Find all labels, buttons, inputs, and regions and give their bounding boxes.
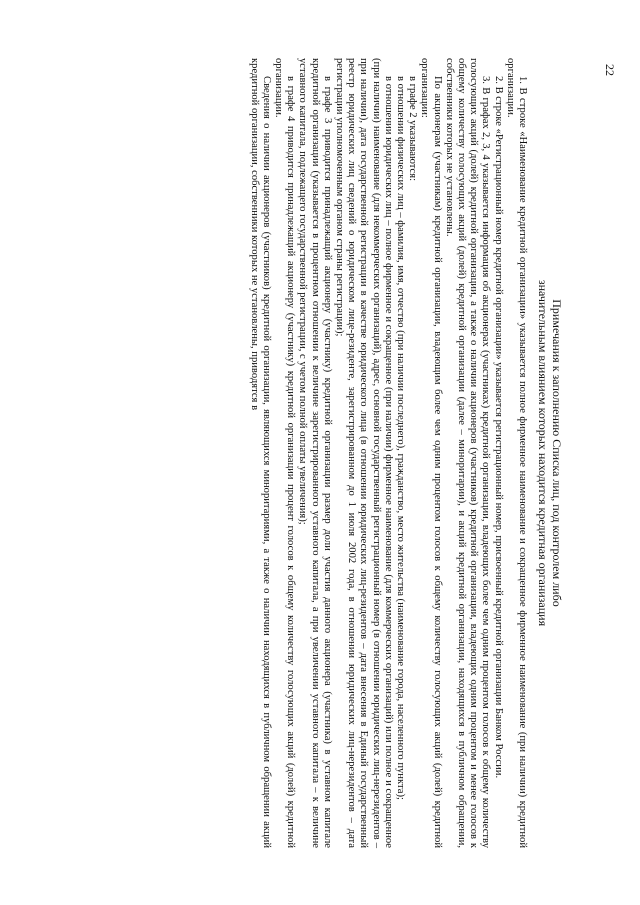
page-number: 22 bbox=[603, 64, 617, 76]
title-line-1: Примечания к заполнению Списка лиц, под контролем либо bbox=[550, 299, 564, 607]
paragraph-6: в отношении физических лиц – фамилия, имя, отчество (при наличии последнего), гражданство, место жительства (наименование города, населенного пункта); bbox=[394, 76, 406, 800]
paragraph-10: Сведения о наличии акционеров (участников) кредитной организации, являющихся миноритариями, а также о наличии находящихся в публичном обращении акций кредитной организации, собственники которых не установлены, приводятся в bbox=[248, 58, 272, 848]
paragraph-9: в графе 4 приводится принадлежащий акционеру (участнику) кредитной организации процент голосов к общему количеству голосующих акций (долей) кредитной организации. bbox=[272, 58, 297, 848]
title-line-2: значительным влиянием которых находится кредитная организация bbox=[536, 279, 550, 627]
document-body bbox=[98, 58, 568, 848]
paragraph-7: в отношении юридических лиц – полное фирменное и сокращенное (при наличии) фирменное наименование (для коммерческих организаций) или полное и сокращенное (при наличии) наименование (для некоммерческих организаций), адрес, основной государственный регистрационный номер (в отношении юридических лиц-нерезидентов – при наличии), дата государственной регистрации в качестве юридического лица (в отношении юридических лиц-резидентов – дата внесения в Единый государственный реестр юридических лиц сведений о юридическом лице-резиденте, зарегистрированном до 1 июля 2002 года, в отношении юридических лиц-нерезидентов – дата регистрации уполномоченным органом страны регистрации); bbox=[333, 58, 394, 848]
paragraph-1: 1. В строке «Наименование кредитной организации» указывается полное фирменное наименование и сокращенное фирменное наименование (при наличии) кредитной организации. bbox=[504, 58, 528, 848]
paragraph-2: 2. В строке «Регистрационный номер кредитной организации» указывается регистрационный номер, присвоенный кредитной организации Банком России. bbox=[492, 76, 504, 779]
paragraph-8: в графе 3 приводится принадлежащий акционеру (участнику) кредитной организации размер доли участия данного акционера (участника) в уставном капитале кредитной организации (указывается в процентном отношении к величине зарегистрированного уставного капитала, а при увеличении уставного капитала – к величине уставного капитала, подлежащего государственной регистрации, с учетом полной оплаты увеличения); bbox=[297, 58, 333, 848]
paragraph-5: в графе 2 указываются: bbox=[407, 76, 419, 182]
document-title bbox=[536, 58, 564, 848]
paragraph-4: По акционерам (участникам) кредитной организации, владеющим более чем одним процентом голосов к общему количеству голосующих акций (долей) кредитной организации: bbox=[419, 58, 443, 848]
paragraph-3: 3. В графах 2, 3, 4 указывается информация об акционерах (участниках) кредитной организации, владеющих более чем одним процентом голосов к общему количеству голосующих акций (долей) кредитной организации, а также о наличии акционеров (участников) кредитной организации, владеющих одним процентом и менее голосов к общему количеству голосующих акций (долей) кредитной организации (далее – миноритарии), и акций кредитной организации, находящихся в публичном обращении, собственники которых не установлены. bbox=[443, 58, 492, 848]
